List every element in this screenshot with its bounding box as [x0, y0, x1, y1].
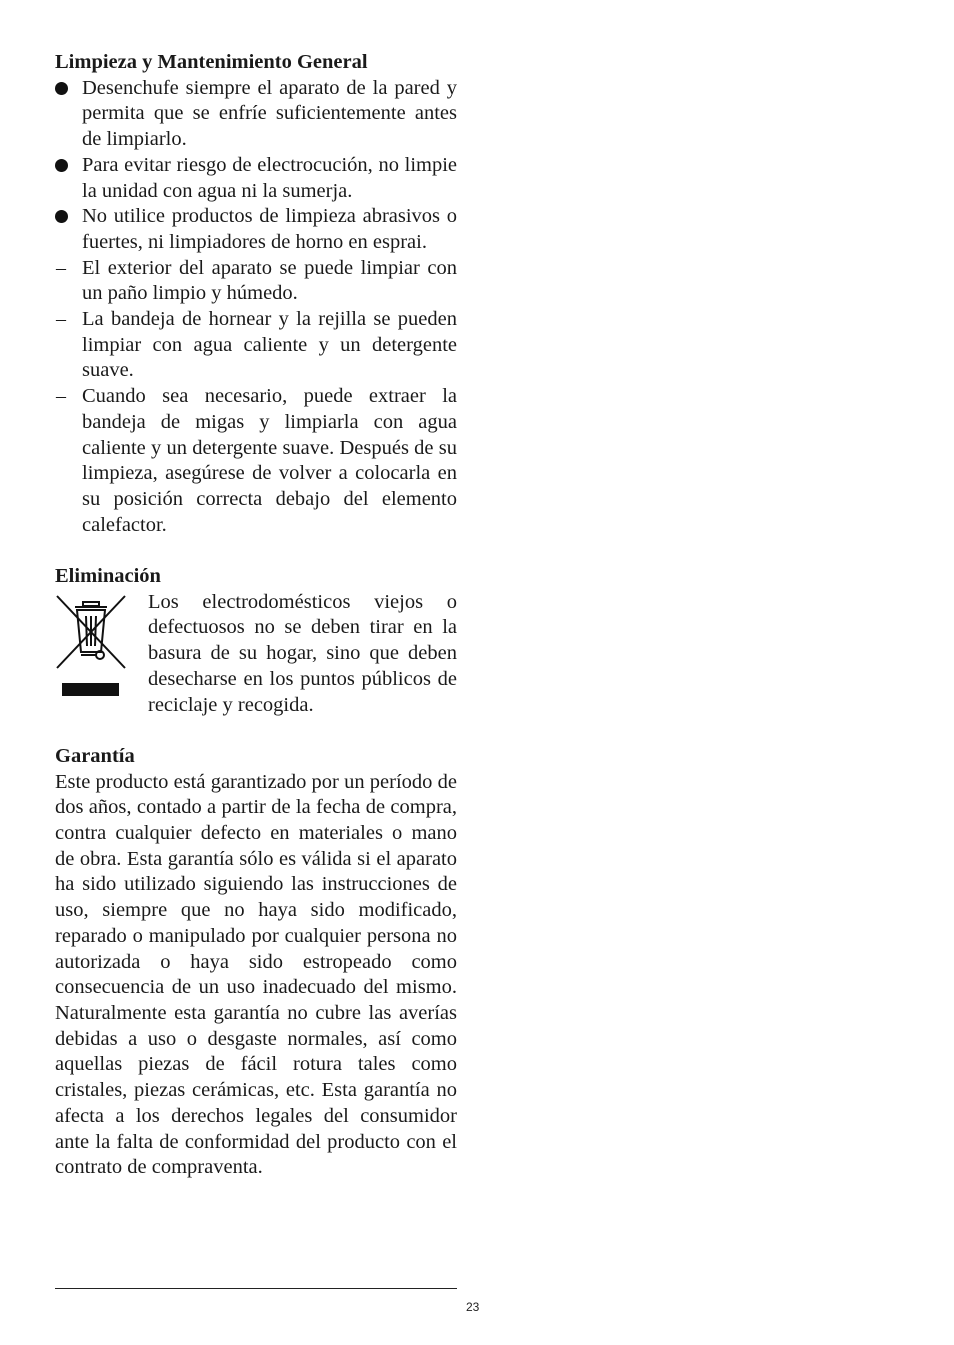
- section-spacer: [55, 538, 457, 564]
- page-content: [55, 50, 457, 1181]
- list-item: [55, 76, 457, 153]
- list-item: [55, 204, 457, 255]
- disposal-heading: Eliminación: [55, 565, 161, 588]
- cleaning-heading: Limpieza y Mantenimiento General: [55, 51, 368, 73]
- bullet-dot-icon: [55, 210, 68, 223]
- dash-marker-icon: –: [56, 385, 66, 408]
- disposal-section: [55, 590, 457, 719]
- warranty-text: Este producto está garantizado por un período de dos años, contado a partir de la fecha de compra, contra cualquier defecto en materiales o mano de obra. Esta garantía sólo es válida si el aparato ha sido utilizado siguiendo las instrucciones de uso, siempre que no haya sido modificado, reparado o manipulado por cualquier persona no autorizada o haya sido estropeado como consecuencia de un uso inadecuado del mismo. Naturalmente esta garantía no cubre las averías debidas a uso o desgaste normales, así como aquellas piezas de fácil rotura tales como cristales, piezas cerámicas, etc. Esta garantía no afecta a los derechos legales del consumidor ante la falta de conformidad del producto con el contrato de compraventa.: [55, 770, 457, 1179]
- page-number: 23: [466, 1300, 480, 1314]
- list-item-text: No utilice productos de limpieza abrasivos o fuertes, ni limpiadores de horno en esprai.: [82, 205, 457, 253]
- list-item: [55, 307, 457, 384]
- footer-rule: [55, 1288, 457, 1289]
- list-item-text: Para evitar riesgo de electrocución, no limpie la unidad con agua ni la sumerja.: [82, 153, 457, 202]
- weee-crossed-bin-icon: [55, 590, 148, 700]
- cleaning-list: [55, 76, 457, 539]
- list-item-text: Desenchufe siempre el aparato de la pared y permita que se enfríe suficientemente antes de limpiarlo.: [82, 76, 457, 151]
- list-item-text: Cuando sea necesario, puede extraer la bandeja de migas y limpiarla con agua caliente y un detergente suave. Después de su limpieza, asegúrese de volver a colocarla en su posición correcta debajo del elemento calefactor.: [82, 385, 457, 536]
- weee-bin-drawing: [55, 594, 127, 670]
- list-item: [55, 256, 457, 307]
- section-spacer: [55, 718, 457, 744]
- warranty-heading: Garantía: [55, 744, 135, 767]
- dash-marker-icon: –: [56, 308, 66, 331]
- dash-marker-icon: –: [56, 256, 66, 279]
- list-item: [55, 153, 457, 204]
- disposal-text: Los electrodomésticos viejos o defectuosos no se deben tirar en la basura de su hogar, sino que deben desecharse en los puntos públicos de reciclaje y recogida.: [148, 590, 457, 716]
- list-item-text: La bandeja de hornear y la rejilla se pueden limpiar con agua caliente y un detergente suave.: [82, 308, 457, 382]
- bullet-dot-icon: [55, 159, 68, 172]
- list-item: [55, 384, 457, 538]
- list-item-text: El exterior del aparato se puede limpiar con un paño limpio y húmedo.: [82, 256, 457, 305]
- weee-bar-icon: [62, 683, 119, 696]
- bullet-dot-icon: [55, 82, 68, 95]
